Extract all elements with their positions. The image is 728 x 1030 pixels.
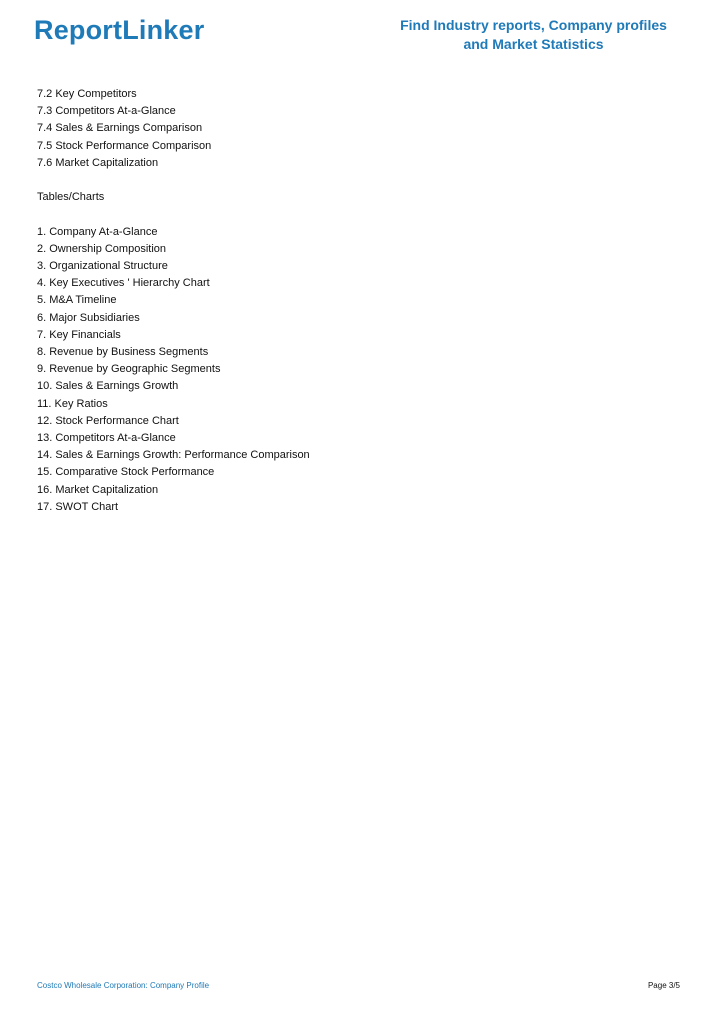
tables-item: 17. SWOT Chart [37, 500, 119, 513]
toc-item: 7.3 Competitors At-a-Glance [37, 105, 176, 118]
toc-item: 7.4 Sales & Earnings Comparison [37, 122, 203, 135]
tables-item: 8. Revenue by Business Segments [37, 346, 209, 359]
tables-item: 9. Revenue by Geographic Segments [37, 363, 221, 376]
tables-item: 16. Market Capitalization [37, 483, 159, 496]
tables-charts-list [37, 224, 677, 516]
tables-charts-heading: Tables/Charts [37, 191, 105, 204]
tables-item: 14. Sales & Earnings Growth: Performance Comparison [37, 449, 310, 462]
reportlinker-logo[interactable]: ReportLinker [34, 15, 205, 45]
tables-item: 15. Comparative Stock Performance [37, 466, 215, 479]
tables-item: 4. Key Executives ' Hierarchy Chart [37, 277, 210, 290]
tables-item: 6. Major Subsidiaries [37, 311, 140, 324]
tagline-line-2: and Market Statistics [463, 36, 604, 52]
tables-item: 12. Stock Performance Chart [37, 414, 179, 427]
tagline-line-1: Find Industry reports, Company profiles [400, 17, 667, 33]
tables-item: 11. Key Ratios [37, 397, 108, 410]
spacer [37, 206, 677, 223]
toc-item: 7.2 Key Competitors [37, 88, 137, 100]
tables-item: 10. Sales & Earnings Growth [37, 380, 179, 393]
company-profile-link[interactable]: Costco Wholesale Corporation: Company Profile [37, 981, 210, 990]
tables-item: 13. Competitors At-a-Glance [37, 432, 176, 445]
document-body [37, 86, 677, 516]
spacer [37, 172, 677, 189]
tables-item: 5. M&A Timeline [37, 294, 117, 307]
tables-item: 2. Ownership Composition [37, 242, 167, 255]
page-number: Page 3/5 [647, 981, 680, 990]
toc-list [37, 86, 677, 172]
tables-item: 1. Company At-a-Glance [37, 225, 158, 238]
toc-item: 7.5 Stock Performance Comparison [37, 139, 212, 152]
tables-item: 7. Key Financials [37, 328, 121, 341]
toc-item: 7.6 Market Capitalization [37, 156, 159, 169]
tables-item: 3. Organizational Structure [37, 260, 168, 272]
header-tagline [386, 16, 681, 54]
